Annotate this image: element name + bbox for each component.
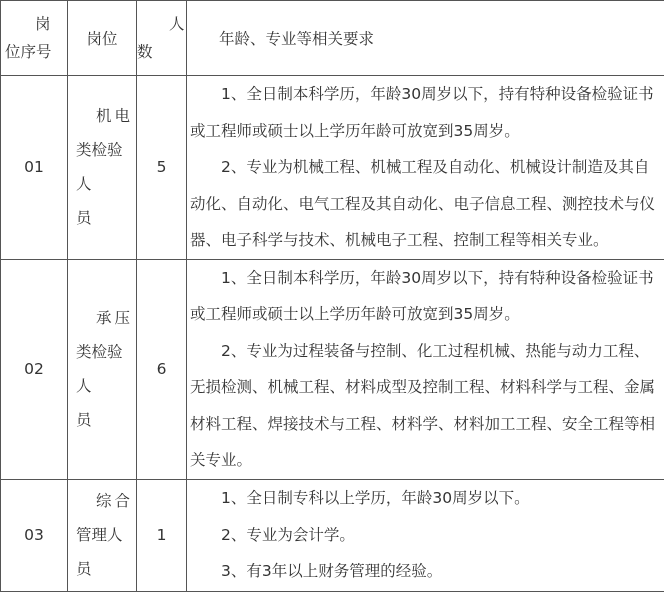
position-line3: 员 [76, 403, 130, 437]
requirement-item: 3、有3年以上财务管理的经验。 [190, 553, 664, 590]
row-requirements [187, 259, 664, 479]
row-count: 6 [137, 259, 187, 479]
row-count: 1 [137, 479, 187, 591]
header-index-line1: 岗 [1, 10, 67, 38]
position-line2: 类检验人 [76, 335, 130, 403]
position-line2: 管理人员 [76, 518, 130, 586]
requirement-item: 2、专业为过程装备与控制、化工过程机械、热能与动力工程、无损检测、机械工程、材料成型及控制工程、材料科学与工程、金属材料工程、焊接技术与工程、材料学、材料加工工程、安全工程等相关专业。 [190, 333, 664, 479]
header-position: 岗位 [68, 1, 137, 76]
position-line3: 员 [76, 201, 130, 235]
table-row [1, 76, 664, 260]
header-count-line2: 数 [137, 38, 186, 66]
requirement-item: 2、专业为会计学。 [190, 517, 664, 554]
requirement-item: 2、专业为机械工程、机械工程及自动化、机械设计制造及其自动化、自动化、电气工程及其自动化、电子信息工程、测控技术与仪器、电子科学与技术、机械电子工程、控制工程等相关专业。 [190, 149, 664, 259]
row-position [68, 259, 137, 479]
requirement-item: 1、全日制专科以上学历，年龄30周岁以下。 [190, 480, 664, 517]
table-row [1, 259, 664, 479]
position-line1: 承压 [76, 301, 130, 335]
requirement-item: 1、全日制本科学历，年龄30周岁以下，持有特种设备检验证书或工程师或硕士以上学历年龄可放宽到35周岁。 [190, 260, 664, 333]
position-line2: 类检验人 [76, 133, 130, 201]
header-index-line2: 位序号 [1, 38, 67, 66]
row-count: 5 [137, 76, 187, 260]
header-requirements: 年龄、专业等相关要求 [187, 1, 664, 76]
table-row [1, 479, 664, 591]
row-requirements [187, 76, 664, 260]
row-position [68, 479, 137, 591]
header-count-line1: 人 [137, 10, 186, 38]
row-position [68, 76, 137, 260]
header-row [1, 1, 664, 76]
row-index: 03 [1, 479, 68, 591]
header-count-cell [137, 1, 187, 76]
position-line1: 机电 [76, 99, 130, 133]
row-requirements [187, 479, 664, 591]
requirement-item: 1、全日制本科学历，年龄30周岁以下，持有特种设备检验证书或工程师或硕士以上学历年龄可放宽到35周岁。 [190, 76, 664, 149]
position-line1: 综合 [76, 484, 130, 518]
row-index: 02 [1, 259, 68, 479]
header-index-cell [1, 1, 68, 76]
row-index: 01 [1, 76, 68, 260]
